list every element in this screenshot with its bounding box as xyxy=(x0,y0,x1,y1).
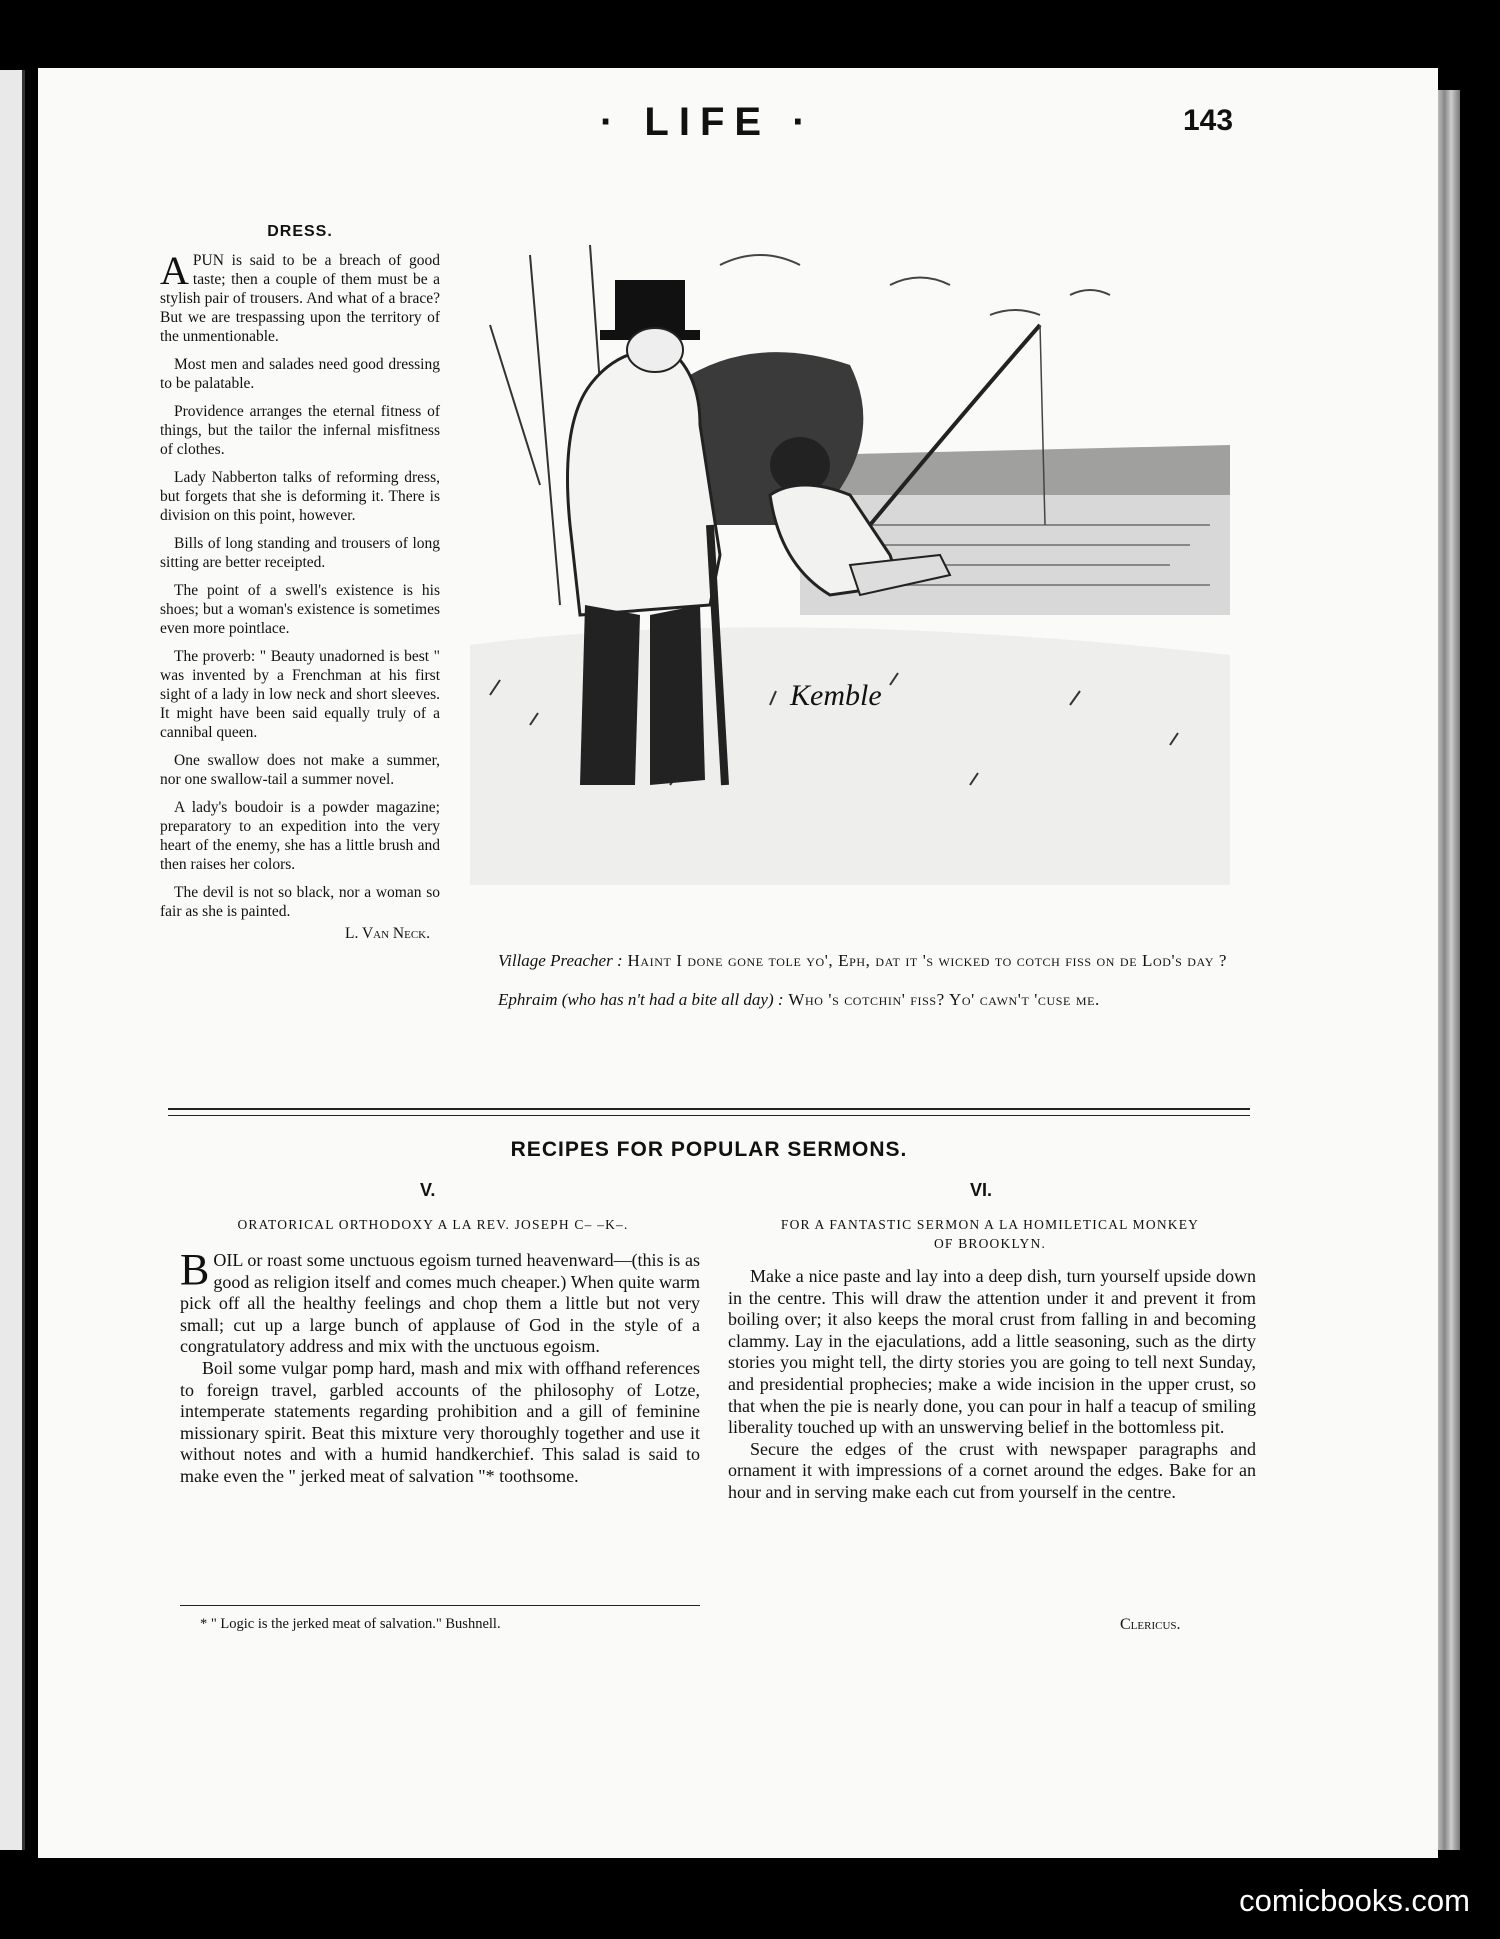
caption-dialogue: Who 's cotchin' fiss? Yo' cawn't 'cuse me. xyxy=(788,990,1100,1009)
dress-paragraph-text: PUN is said to be a breach of good taste; then a couple of them must be a stylish pair of trousers. And what of a brace? But we are trespassing upon the territory of the unmentionable. xyxy=(160,252,440,345)
dress-paragraph: The devil is not so black, nor a woman so fair as she is painted. xyxy=(160,884,440,920)
caption-speaker: Ephraim (who has n't had a bite all day) : xyxy=(498,990,784,1009)
recipe-paragraph: Boil some vulgar pomp hard, mash and mix with offhand references to foreign travel, garbled accounts of the philosophy of Lotze, intemperate statements regarding prohibition and a gill of feminine missionary spirit. Beat this mixture very thoroughly together and use it without notes and with a humid handkerchief. This salad is said to make even the " jerked meat of salvation "* toothsome. xyxy=(180,1357,700,1486)
column-signature: Clericus. xyxy=(1120,1616,1181,1633)
section-subtitle-line: FOR A FANTASTIC SERMON A LA HOMILETICAL MONKEY xyxy=(780,1217,1200,1232)
dress-paragraph: A lady's boudoir is a powder magazine; preparatory to an expedition into the very heart of the enemy, she has a little brush and then raises her colors. xyxy=(160,799,440,873)
caption-dialogue: Haint I done gone tole yo', Eph, dat it 's wicked to cotch fiss on de Lod's day ? xyxy=(627,951,1227,970)
recipe-paragraph xyxy=(180,1245,700,1358)
artist-signature: Kemble xyxy=(790,679,882,712)
caption-line xyxy=(472,948,1252,973)
watermark: comicbooks.com xyxy=(1239,1883,1470,1918)
footnote: * " Logic is the jerked meat of salvation." Bushnell. xyxy=(200,1616,501,1632)
dropcap: B xyxy=(180,1245,210,1294)
section-divider xyxy=(168,1115,1250,1116)
section-numeral: V. xyxy=(420,1180,436,1200)
section-divider xyxy=(168,1108,1250,1110)
facing-page-edge xyxy=(0,70,25,1850)
page-stack-edge xyxy=(1438,90,1460,1850)
page-number: 143 xyxy=(1183,104,1234,137)
recipes-title: RECIPES FOR POPULAR SERMONS. xyxy=(510,1138,908,1161)
dress-title: DRESS. xyxy=(267,223,333,240)
section-subtitle xyxy=(725,1215,1255,1253)
dress-paragraph: Providence arranges the eternal fitness of things, but the tailor the infernal misfitness of clothes. xyxy=(160,403,440,458)
caption-speaker: Village Preacher : xyxy=(498,951,623,970)
section-numeral: VI. xyxy=(970,1180,993,1200)
dress-paragraph: Lady Nabberton talks of reforming dress, but forgets that she is deforming it. There is division on this point, however. xyxy=(160,469,440,524)
dress-paragraph: Bills of long standing and trousers of long sitting are better receipted. xyxy=(160,535,440,571)
dress-paragraph: The proverb: " Beauty unadorned is best " was invented by a Frenchman at his first sight of a lady in low neck and short sleeves. It might have been said equally truly of a cannibal queen. xyxy=(160,648,440,741)
dress-paragraph: Most men and salades need good dressing to be palatable. xyxy=(160,356,440,392)
dress-signature: L. Van Neck. xyxy=(345,925,430,942)
dropcap: A xyxy=(160,248,189,293)
fishing-illustration xyxy=(470,225,1230,885)
recipe-column-left xyxy=(180,1245,700,1488)
recipe-column-right xyxy=(728,1266,1256,1504)
dress-paragraph xyxy=(160,248,440,346)
masthead: · LIFE · xyxy=(600,100,816,144)
section-subtitle-line: OF BROOKLYN. xyxy=(933,1236,1047,1251)
dress-paragraph: The point of a swell's existence is his shoes; but a woman's existence is sometimes even more pointlace. xyxy=(160,582,440,637)
section-subtitle: ORATORICAL ORTHODOXY A LA REV. JOSEPH C– –K–. xyxy=(237,1217,629,1232)
dress-column xyxy=(160,222,440,943)
dress-paragraph: One swallow does not make a summer, nor one swallow-tail a summer novel. xyxy=(160,752,440,788)
footnote-rule xyxy=(180,1605,700,1606)
recipe-paragraph-text: OIL or roast some unctuous egoism turned heavenward—(this is as good as religion itself and comes much cheaper.) When quite warm pick off all the healthy feelings and chop them a little but not very small; cut up a large bunch of applause of God in the style of a congratulatory address and mix with the unctuous egoism. xyxy=(180,1250,700,1357)
illustration-caption xyxy=(472,948,1252,1026)
caption-line xyxy=(472,987,1252,1012)
recipe-paragraph: Secure the edges of the crust with newspaper paragraphs and ornament it with impressions of a cornet around the edges. Bake for an hour and in serving make each cut from yourself in the centre. xyxy=(728,1438,1256,1502)
recipe-paragraph: Make a nice paste and lay into a deep dish, turn yourself upside down in the centre. This will draw the attention under it and prevent it from boiling over; it also keeps the moral crust from falling in and becoming clammy. Lay in the ejaculations, add a little seasoning, such as the dirty stories you might tell, the dirty stories you are going to tell next Sunday, and presidential prophecies; make a wide incision in the upper crust, so that when the pie is nearly done, you can pour in half a teacup of smiling liberality touched up with an unswerving belief in the bottomless pit. xyxy=(728,1266,1256,1438)
